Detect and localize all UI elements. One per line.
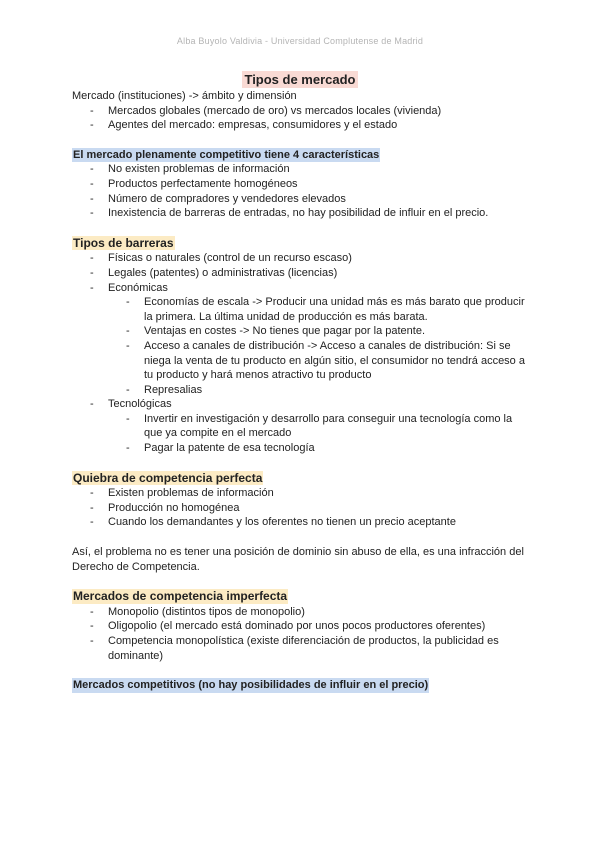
list-item: - Número de compradores y vendedores elevados: [72, 192, 532, 207]
imperfect-heading: Mercados de competencia imperfecta: [73, 589, 288, 604]
barriers-list-cont: [72, 397, 532, 412]
list-item: [72, 281, 532, 296]
list-item: - Tecnológicas: [72, 397, 532, 412]
sub-list-item: - Represalias: [72, 383, 532, 398]
list-item: - Competencia monopolística (existe diferenciación de productos, la publicidad es dominante): [72, 634, 532, 663]
intro-line: Mercado (instituciones) -> ámbito y dimensión: [72, 90, 297, 102]
intro-list: [72, 104, 532, 133]
list-item: - Agentes del mercado: empresas, consumidores y el estado: [72, 118, 532, 133]
list-item: - Cuando los demandantes y los oferentes no tienen un precio aceptante: [72, 515, 532, 530]
list-item: - Productos perfectamente homogéneos: [72, 177, 532, 192]
competitive-heading: El mercado plenamente competitivo tiene 4 características: [73, 148, 380, 161]
sub-list-item: - Invertir en investigación y desarrollo para conseguir una tecnología como la que ya compite en el mercado: [72, 412, 532, 441]
list-item: - Producción no homogénea: [72, 501, 532, 516]
list-item-label: Económicas: [108, 281, 168, 294]
list-item: - Monopolio (distintos tipos de monopolio): [72, 605, 532, 620]
barriers-heading: Tipos de barreras: [73, 235, 174, 250]
list-item: - No existen problemas de información: [72, 162, 532, 177]
competitive-list: [72, 162, 532, 220]
list-item: - Oligopolio (el mercado está dominado por unos pocos productores oferentes): [72, 619, 532, 634]
breakdown-heading: Quiebra de competencia perfecta: [73, 470, 263, 485]
page-header: Alba Buyolo Valdivia - Universidad Complutense de Madrid: [176, 36, 424, 46]
breakdown-list: [72, 486, 532, 530]
list-item: - Legales (patentes) o administrativas (licencias): [72, 266, 532, 281]
sub-list-item: - Ventajas en costes -> No tienes que pagar por la patente.: [72, 324, 532, 339]
list-item: - Físicas o naturales (control de un recurso escaso): [72, 251, 532, 266]
imperfect-list: [72, 605, 532, 663]
page-title: Tipos de mercado: [244, 72, 356, 87]
sub-list-item: - Pagar la patente de esa tecnología: [72, 441, 532, 456]
document-body: [72, 89, 532, 693]
tech-sublist: [72, 412, 532, 456]
conclusion-paragraph: Así, el problema no es tener una posición de dominio sin abuso de ella, es una infracción del Derecho de Competencia.: [72, 546, 524, 573]
list-item: - Existen problemas de información: [72, 486, 532, 501]
economic-sublist: [72, 295, 532, 397]
title-container: [0, 71, 600, 89]
barriers-list: [72, 251, 532, 295]
list-item: - Inexistencia de barreras de entradas, no hay posibilidad de influir en el precio.: [72, 206, 532, 221]
sub-list-item: - Acceso a canales de distribución -> Acceso a canales de distribución: Si se niega la venta de tu producto en algún sitio, el consumidor no tendrá acceso a tu producto y hará menos atractivo tu producto: [72, 339, 532, 383]
list-item: - Mercados globales (mercado de oro) vs mercados locales (vivienda): [72, 104, 532, 119]
sub-list-item: - Economías de escala -> Producir una unidad más es más barato que producir la primera. La última unidad de producción es más barata.: [72, 295, 532, 324]
competitive-markets-heading: Mercados competitivos (no hay posibilidades de influir en el precio): [73, 679, 429, 692]
